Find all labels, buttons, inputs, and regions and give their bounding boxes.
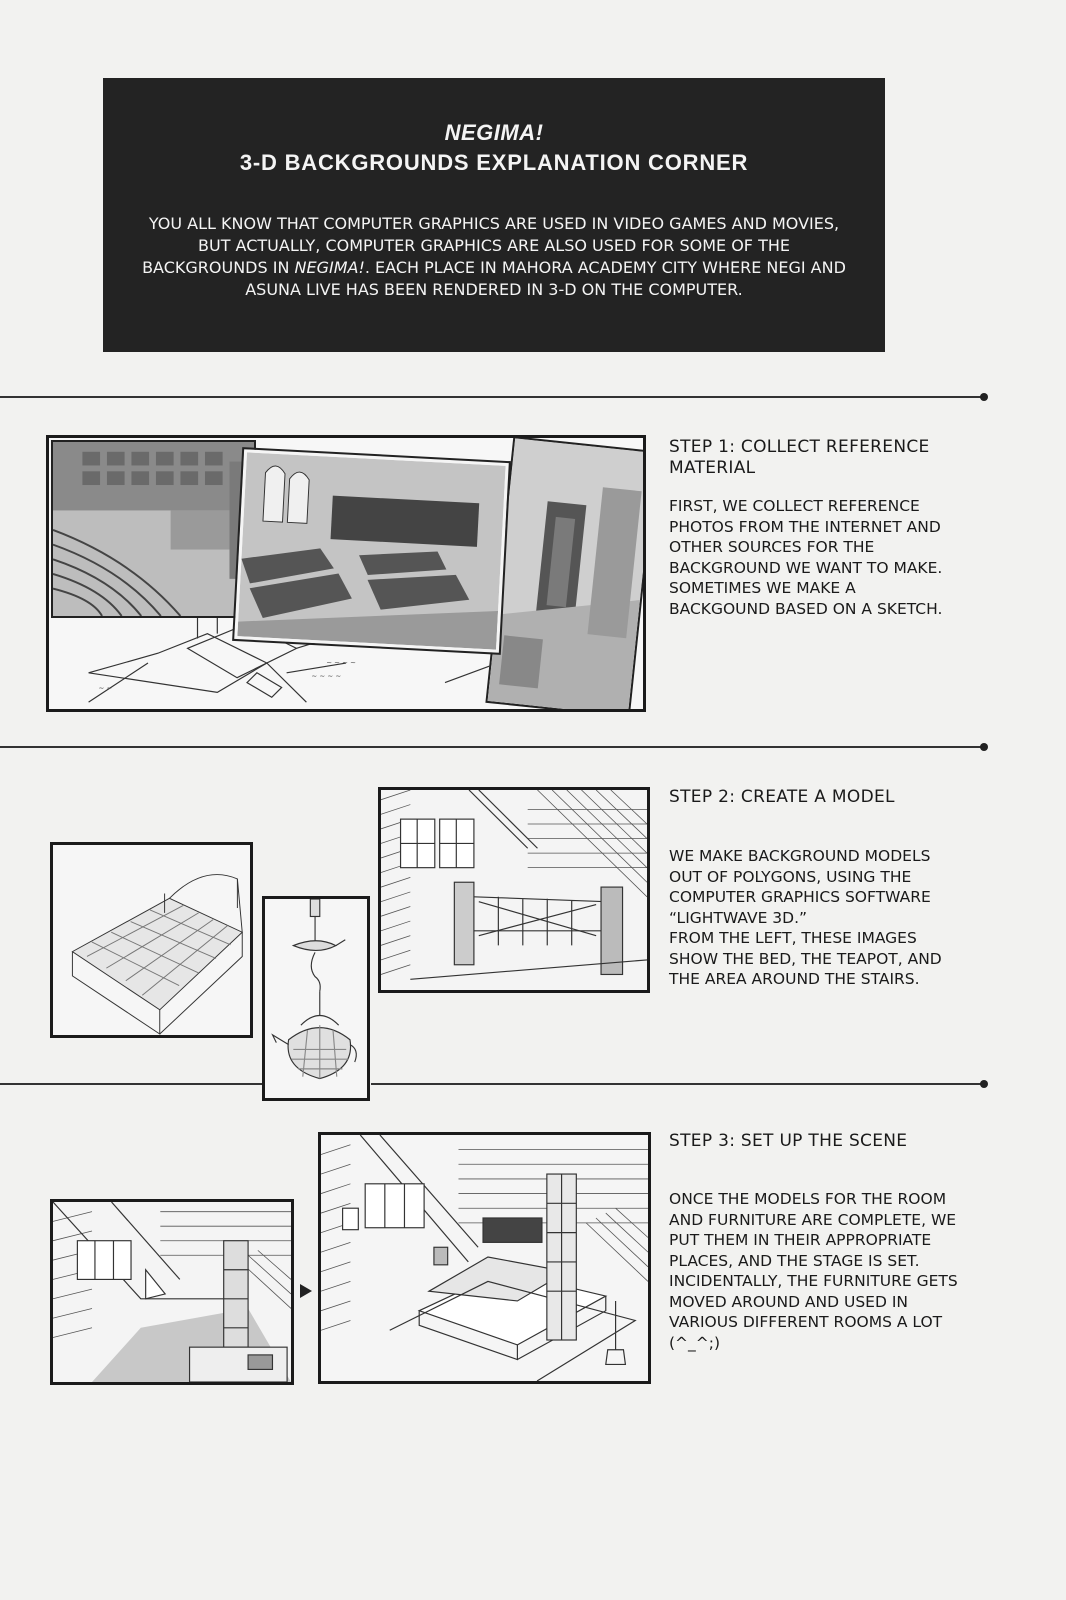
furnished-room-panel <box>318 1132 651 1384</box>
svg-text:~ ~ ~ ~: ~ ~ ~ ~ <box>326 659 356 667</box>
step2-body-2: FROM THE LEFT, THESE IMAGES SHOW THE BED, THE TEAPOT, AND THE AREA AROUND THE STAIRS. <box>669 929 942 988</box>
header-intro <box>133 213 855 301</box>
step1-title: STEP 1: COLLECT REFERENCE MATERIAL <box>669 437 930 478</box>
teapot-model-panel <box>262 896 370 1101</box>
divider-2 <box>0 746 982 748</box>
header-title: NEGIMA! <box>444 120 544 145</box>
furnished-room-drawing <box>321 1135 648 1381</box>
intro-italic: NEGIMA! <box>294 258 365 277</box>
arrow-right-icon <box>300 1284 312 1298</box>
divider-1 <box>0 396 982 398</box>
divider-3-right <box>371 1083 982 1085</box>
bed-model-panel <box>50 842 253 1038</box>
divider-3-left <box>0 1083 262 1085</box>
svg-text:~ ~ ~ ~: ~ ~ ~ ~ <box>311 672 342 681</box>
step2-title: STEP 2: CREATE A MODEL <box>669 787 895 807</box>
stairs-model-drawing <box>381 790 647 990</box>
empty-room-panel <box>50 1199 294 1385</box>
step2-body-1: WE MAKE BACKGROUND MODELS OUT OF POLYGONS, USING THE COMPUTER GRAPHICS SOFTWARE “LIGHTWAVE 3D.” <box>669 847 931 927</box>
step3-body: ONCE THE MODELS FOR THE ROOM AND FURNITURE ARE COMPLETE, WE PUT THEM IN THEIR APPROPRIATE PLACES, AND THE STAGE IS SET. INCIDENTALLY, THE FURNITURE GETS MOVED AROUND AND USED IN VARIOUS DIFFERENT ROOMS A LOT (^_^;) <box>669 1190 958 1352</box>
bed-model-drawing <box>53 845 250 1035</box>
step1-body-2: SOMETIMES WE MAKE A BACKGOUND BASED ON A SKETCH. <box>669 579 943 618</box>
auditorium-photo <box>51 440 256 618</box>
header-box <box>103 78 885 352</box>
divider-2-dot <box>980 743 988 751</box>
stairs-model-panel <box>378 787 650 993</box>
divider-3-dot <box>980 1080 988 1088</box>
svg-text:~ ~: ~ ~ <box>98 684 113 693</box>
teapot-model-drawing <box>265 899 367 1098</box>
intro-text-1: YOU ALL KNOW THAT COMPUTER GRAPHICS ARE USED IN VIDEO GAMES AND MOVIES, BUT ACTUALLY, COMPUTER GRAPHICS ARE ALSO USED FOR SOME OF THE BACKGROUNDS IN <box>142 214 840 277</box>
step1-body <box>669 496 959 619</box>
header-subtitle: 3-D BACKGROUNDS EXPLANATION CORNER <box>239 150 749 175</box>
reference-collage-panel <box>46 435 646 712</box>
step3-title: STEP 3: SET UP THE SCENE <box>669 1131 908 1151</box>
divider-1-dot <box>980 393 988 401</box>
step1-body-1: FIRST, WE COLLECT REFERENCE PHOTOS FROM THE INTERNET AND OTHER SOURCES FOR THE BACKGROUND WE WANT TO MAKE. <box>669 497 943 577</box>
intro-text-2: . EACH PLACE IN MAHORA ACADEMY CITY WHERE NEGI AND ASUNA LIVE HAS BEEN RENDERED IN 3-D ON THE COMPUTER. <box>245 258 846 299</box>
hallway-photo <box>485 436 646 712</box>
empty-room-drawing <box>53 1202 291 1382</box>
step2-body <box>669 846 965 990</box>
classroom-photo <box>234 449 509 653</box>
